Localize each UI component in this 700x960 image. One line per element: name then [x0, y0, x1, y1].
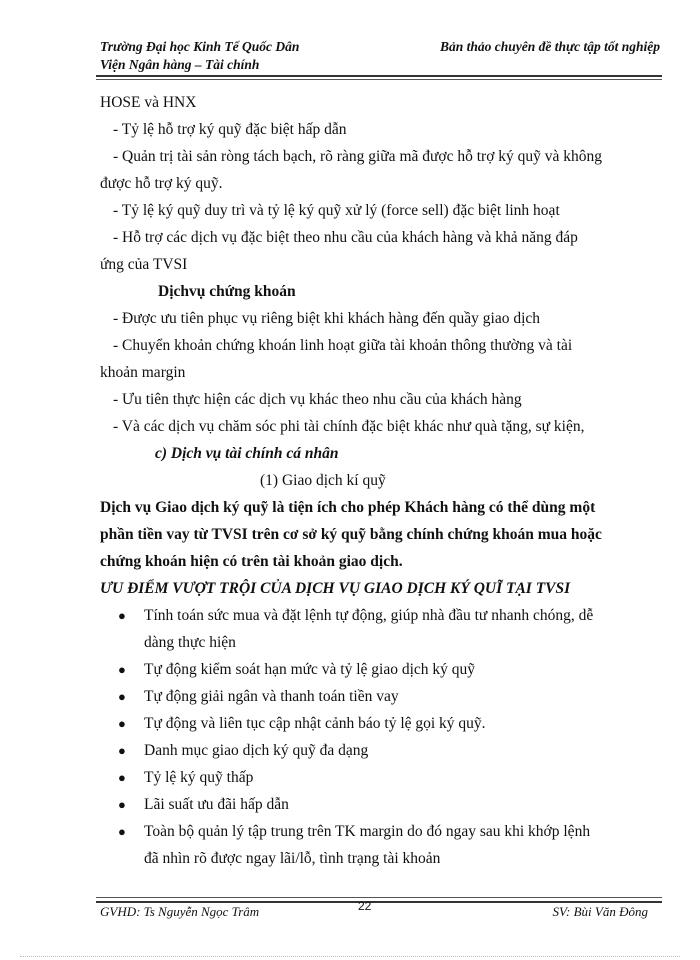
footer-rule-thick [96, 901, 662, 903]
bold-paragraph-line: Dịch vụ Giao dịch ký quỹ là tiện ích cho phép Khách hàng có thể dùng một [100, 499, 596, 516]
list-item [100, 656, 645, 683]
text-line: - Tỷ lệ ký quỹ duy trì và tỷ lệ ký quỹ xử lý (force sell) đặc biệt linh hoạt [113, 202, 560, 219]
section-heading: Dịchvụ chứng khoán [158, 283, 296, 300]
text-line: - Tỷ lệ hỗ trợ ký quỹ đặc biệt hấp dẫn [113, 121, 347, 138]
list-item-text: Tự động và liên tục cập nhật cảnh báo tỷ lệ gọi ký quỹ. [144, 715, 486, 732]
footer-rule-thin [96, 897, 662, 898]
header-rule-thin [96, 79, 662, 80]
list-item-text: Toàn bộ quản lý tập trung trên TK margin do đó ngay sau khi khớp lệnh [144, 823, 591, 840]
header-faculty: Viện Ngân hàng – Tài chính [100, 57, 260, 72]
bullet-icon: ● [118, 824, 126, 839]
text-line: ứng của TVSI [100, 256, 188, 273]
footer-supervisor: GVHD: Ts Nguyễn Ngọc Trâm [100, 904, 260, 919]
text-line: HOSE và HNX [100, 94, 197, 111]
list-item-text: Tính toán sức mua và đặt lệnh tự động, giúp nhà đầu tư nhanh chóng, dễ [144, 607, 594, 624]
list-item-text: dàng thực hiện [144, 634, 236, 651]
header-document-title: Bản thảo chuyên đề thực tập tốt nghiệp [440, 39, 660, 54]
list-item [100, 710, 645, 737]
list-item-text: Tự động giải ngân và thanh toán tiền vay [144, 688, 399, 705]
header-rule-thick [96, 75, 662, 77]
list-item-text: đã nhìn rõ được ngay lãi/lỗ, tình trạng tài khoản [144, 850, 441, 867]
bullet-icon: ● [118, 770, 126, 785]
list-item-text: Lãi suất ưu đãi hấp dẫn [144, 796, 289, 813]
page-number: 22 [358, 899, 372, 913]
bullet-icon: ● [118, 797, 126, 812]
text-line: - Chuyển khoản chứng khoán linh hoạt giữa tài khoản thông thường và tài [113, 337, 573, 354]
list-item [100, 791, 645, 818]
text-line: - Và các dịch vụ chăm sóc phi tài chính đặc biệt khác như quà tặng, sự kiện, [113, 418, 585, 435]
text-line: khoản margin [100, 364, 186, 381]
header-university: Trường Đại học Kinh Tế Quốc Dân [100, 39, 300, 54]
page-edge-divider [20, 956, 680, 957]
text-line: - Hỗ trợ các dịch vụ đặc biệt theo nhu cầu của khách hàng và khả năng đáp [113, 229, 578, 246]
numbered-subheading: (1) Giao dịch kí quỹ [260, 472, 386, 489]
document-body [100, 89, 645, 872]
bullet-icon: ● [118, 608, 126, 623]
text-line: được hỗ trợ ký quỹ. [100, 175, 223, 192]
text-line: - Ưu tiên thực hiện các dịch vụ khác theo nhu cầu của khách hàng [113, 391, 522, 408]
list-item-text: Tự động kiểm soát hạn mức và tỷ lệ giao dịch ký quỹ [144, 661, 476, 678]
list-item [100, 602, 645, 656]
header-institution [100, 38, 299, 74]
list-item-text: Danh mục giao dịch ký quỹ đa dạng [144, 742, 369, 759]
bullet-icon: ● [118, 689, 126, 704]
list-item [100, 818, 645, 872]
text-line: - Quản trị tài sản ròng tách bạch, rõ ràng giữa mã được hỗ trợ ký quỹ và không [113, 148, 603, 165]
text-line: - Được ưu tiên phục vụ riêng biệt khi khách hàng đến quầy giao dịch [113, 310, 541, 327]
footer-student: SV: Bùi Văn Đông [552, 904, 648, 919]
advantages-heading: ƯU ĐIỂM VƯỢT TRỘI CỦA DỊCH VỤ GIAO DỊCH KÝ QUĨ TẠI TVSI [100, 580, 571, 597]
bullet-icon: ● [118, 662, 126, 677]
bold-paragraph-line: phần tiền vay từ TVSI trên cơ sở ký quỹ bằng chính chứng khoán mua hoặc [100, 526, 602, 543]
bullet-icon: ● [118, 716, 126, 731]
list-item [100, 683, 645, 710]
bullet-icon: ● [118, 743, 126, 758]
list-item [100, 764, 645, 791]
advantages-list [100, 602, 645, 872]
list-item [100, 737, 645, 764]
bold-paragraph-line: chứng khoán hiện có trên tài khoản giao dịch. [100, 553, 403, 570]
list-item-text: Tỷ lệ ký quỹ thấp [144, 769, 254, 786]
section-heading-c: c) Dịch vụ tài chính cá nhân [155, 445, 339, 462]
